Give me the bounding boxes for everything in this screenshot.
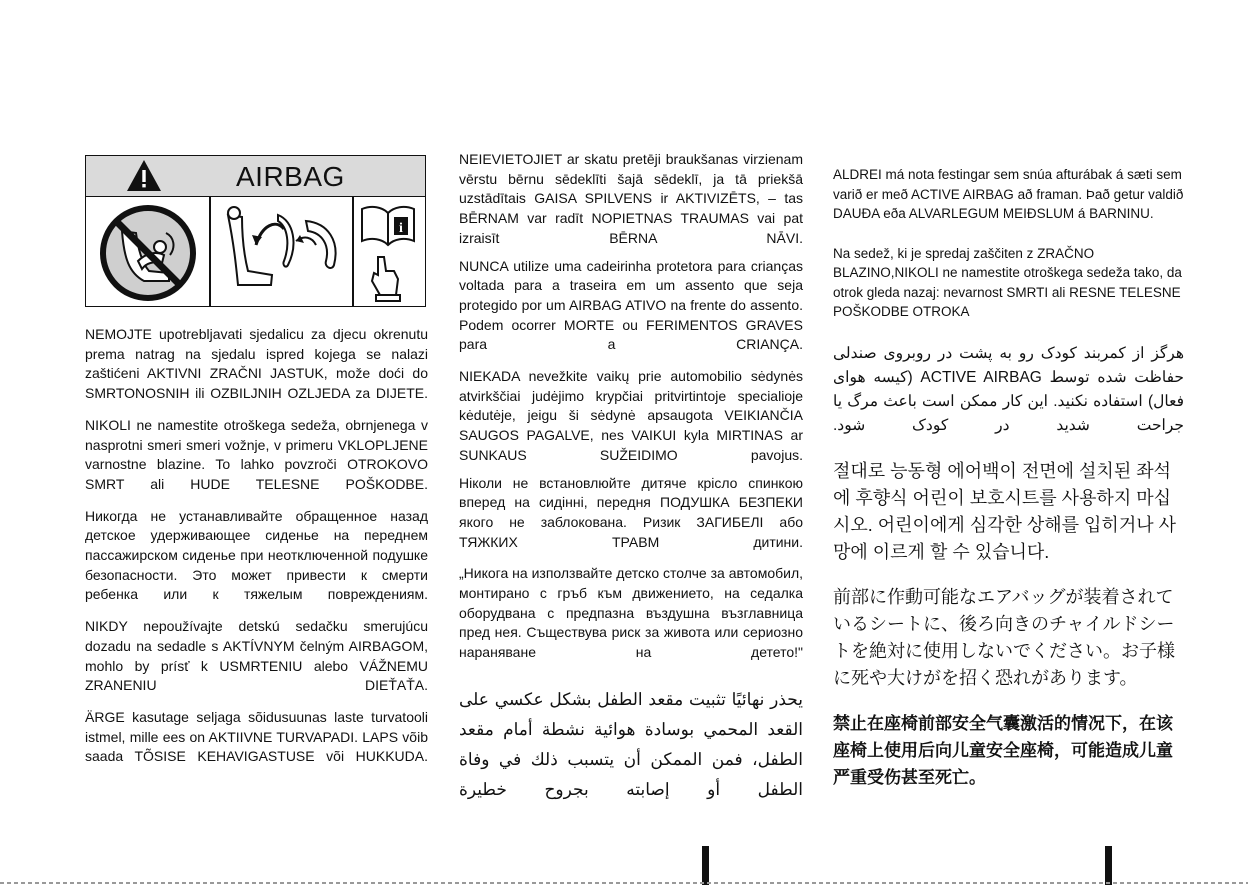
bottom-dotted-line bbox=[0, 882, 1248, 884]
column-3 bbox=[833, 165, 1184, 791]
label-title: AIRBAG bbox=[236, 161, 345, 192]
warning-chinese: 禁止在座椅前部安全气囊激活的情况下，在该座椅上使用后向儿童安全座椅，可能造成儿童严重受伤甚至死亡。 bbox=[833, 713, 1173, 787]
warning-russian: Никогда не устанавливайте обращенное назад детское удерживающее сиденье на переднем пассажирском сиденье при неотключенной подушке безопасности. Это может привести к смерти ребенка или к тяжелым повреждениям. bbox=[85, 507, 428, 603]
svg-text:i: i bbox=[399, 221, 403, 236]
thumb-mark-right bbox=[1105, 846, 1112, 885]
column-2 bbox=[459, 150, 803, 805]
no-rear-facing-seat-icon bbox=[94, 203, 202, 303]
warning-slovenian-2: Na sedež, ki je spredaj zaščiten z ZRAČNO BLAZINO,NIKOLI ne namestite otroškega sedeža tako, da otrok gleda nazaj: nevarnost SMRTI ali RESNE TELESNE POŠKODBE OTROKA bbox=[833, 245, 1182, 319]
thumb-mark-left bbox=[702, 846, 709, 885]
label-header bbox=[86, 156, 425, 197]
warning-latvian: NEIEVIETOJIET ar skatu pretēji braukšanas virzienam vērstu bērnu sēdeklīti šajā sēdeklī, ja tā priekšā uzstādītais GAISA SPILVENS ir AKTIVIZĒTS, – tas BĒRNAM var radīt NOPIETNAS TRAUMAS vai pat izraisīt BĒRNA NĀVI. bbox=[459, 151, 803, 246]
warning-croatian: NEMOJTE upotrebljavati sjedalicu za djecu okrenutu prema natrag na sjedalu ispred kojega se nalazi zaštićeni AKTIVNI ZRAČNI JASTUK, može doći do SMRTONOSNIH ili OZBILJNIH OZLJEDA za DIJETE. bbox=[85, 326, 428, 402]
warning-lithuanian: NIEKADA nevežkite vaikų prie automobilio sėdynės atvirkščiai judėjimo krypčiai pritvirtintoje specialioje kėdutėje, jeigu ši sėdynė apsaugota VEIKIANČIA SAUGOS PAGALVE, nes VAIKUI kyla MIRTINAS ar SUNKAUS SUŽEIDIMO pavojus. bbox=[459, 368, 803, 463]
column-1 bbox=[85, 150, 428, 767]
airbag-deploy-icon bbox=[216, 205, 346, 300]
warning-ukrainian: Ніколи не встановлюйте дитяче крісло спинкою вперед на сидінні, передня ПОДУШКА БЕЗПЕКИ якого не заблокована. Ризик ЗАГИБЕЛІ або ТЯЖКИХ ТРАВМ дитини. bbox=[459, 474, 803, 550]
warning-korean: 절대로 능동형 에어백이 전면에 설치된 좌석에 후향식 어린이 보호시트를 사용하지 마십시오. 어린이에게 심각한 상해를 입히거나 사망에 이르게 할 수 있습니다. bbox=[833, 460, 1176, 562]
warning-arabic: يحذر نهائيًا تثبيت مقعد الطفل بشكل عكسي على القعد المحمي بوسادة هوائية نشطة أمام مقعد الطفل، فمن الممكن أن يتسبب ذلك في وفاة الطفل أو إصابته بجروح خطيرة bbox=[459, 689, 803, 799]
warning-persian: هرگز از کمربند کودک رو به پشت در روبروی صندلی حفاظت شده توسط ACTIVE AIRBAG (کیسه هوای فعال) استفاده نکنید. این کار ممکن است باعث مرگ یا جراحت شدید در کودک شود. bbox=[833, 344, 1184, 434]
manual-info-icon bbox=[356, 201, 420, 305]
warning-slovak: NIKDY nepoužívajte detskú sedačku smerujúcu dozadu na sedadle s AKTÍVNYM čelným AIRBAGOM, mohlo by prísť k USMRTENIU alebo VÁŽNEMU ZRANENIU DIEŤAŤA. bbox=[85, 618, 428, 694]
warning-triangle-icon bbox=[126, 159, 162, 192]
warning-icelandic: ALDREI má nota festingar sem snúa afturábak á sæti sem varið er með ACTIVE AIRBAG að framan. Það getur valdið DAUÐA eða ALVARLEGUM MEIÐSLUM á BARNINU. bbox=[833, 167, 1184, 221]
warning-japanese: 前部に作動可能なエアバッグが装着されているシートに、後ろ向きのチャイルドシートを絶対に使用しないでください。お子様に死や大けがを招く恐れがあります。 bbox=[833, 586, 1175, 688]
warning-portuguese: NUNCA utilize uma cadeirinha protetora para crianças voltada para a traseira em um assento que seja protegido por um AIRBAG ATIVO na frente do assento. Podem ocorrer MORTE ou FERIMENTOS GRAVES para a CRIANÇA. bbox=[459, 257, 803, 353]
warning-bulgarian: „Никога на използвайте детско столче за автомобил, монтирано с гръб към движението, на седалка оборудвана с предпазна въздушна възглавница пред нея. Съществува риск за живота или сериозно нараняване на детето!" bbox=[459, 565, 803, 661]
airbag-warning-label bbox=[85, 155, 426, 307]
warning-slovenian: NIKOLI ne namestite otroškega sedeža, obrnjenega v nasprotni smeri smeri vožnje, v primeru VKLOPLJENE varnostne blazine. To lahko povzroči OTROKOVO SMRT ali HUDE TELESNE POŠKODBE. bbox=[85, 416, 428, 492]
label-body bbox=[86, 197, 425, 306]
warning-estonian: ÄRGE kasutage seljaga sõidusuunas laste turvatooli istmel, mille ees on AKTIIVNE TURVAPADI. LAPS võib saada TÕSISE KEHAVIGASTUSE või HUKKUDA. bbox=[85, 708, 428, 765]
